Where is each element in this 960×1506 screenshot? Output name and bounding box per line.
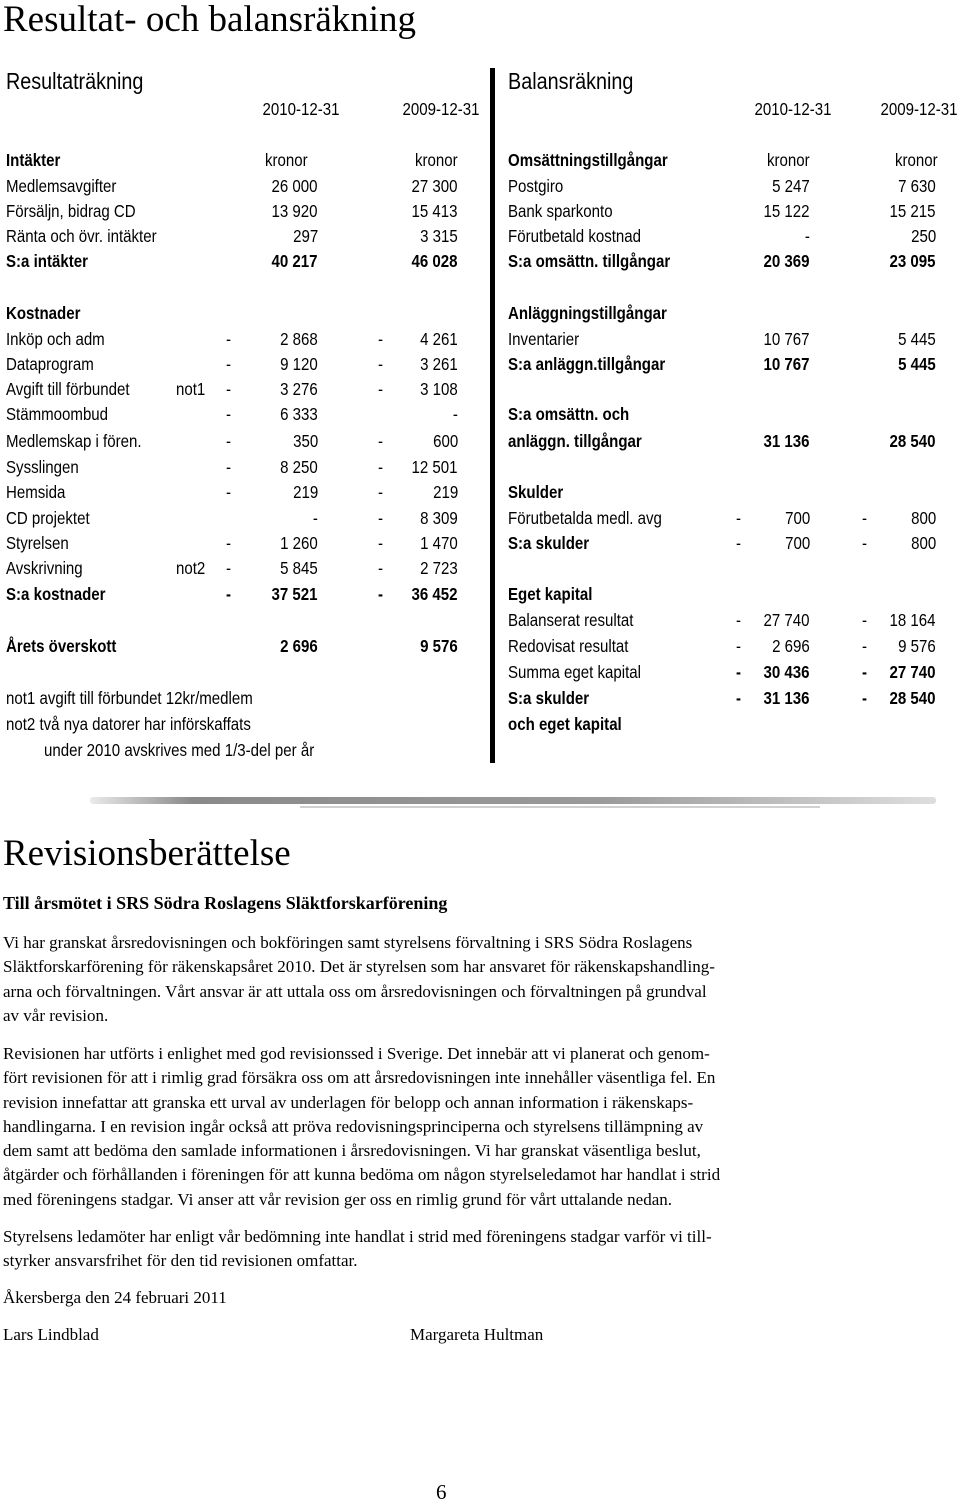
grand-total-label-1: S:a skulder (508, 688, 590, 708)
equity-heading: Eget kapital (508, 584, 593, 604)
cost-row-sign-2009: - (378, 379, 384, 399)
place-and-date: Åkersberga den 24 februari 2011 (3, 1288, 227, 1307)
current-sum-2009: 23 095 (889, 251, 936, 271)
income-date-2010: 2010-12-31 (263, 99, 340, 119)
paragraph-line: åtgärder och förhållanden i föreningen för att kunna bedöma om någon styrelseledamot har handlat i strid (3, 1165, 721, 1185)
costs-sum-sign-2010: - (226, 584, 232, 604)
current-sum-label: S:a omsättn. tillgångar (508, 251, 671, 271)
asset-row-label: Förutbetald kostnad (508, 226, 642, 246)
asset-row-2009: 15 215 (889, 201, 936, 221)
equity-sum-2009: 27 740 (889, 662, 936, 682)
paragraph-line: med föreningens stadgar. Vi anser att vår revision ger oss en rimlig grund för vårt uttalande nedan. (3, 1189, 673, 1209)
cost-row-sign-2010: - (226, 558, 232, 578)
cost-row-sign-2009: - (378, 329, 384, 349)
cost-row-2010: 6 333 (280, 404, 318, 424)
cost-row-sign-2010: - (226, 533, 232, 553)
costs-sum-2009: 36 452 (411, 584, 458, 604)
cost-row-2009: - (452, 404, 458, 424)
cost-row-sign-2010: - (226, 457, 232, 477)
asset-row-2009: 7 630 (898, 176, 936, 196)
cost-row-label: Medlemskap i fören. (6, 431, 142, 451)
income-sum-2009: 46 028 (411, 251, 458, 271)
paragraph-line: handlingarna. I en revision ingår också att pröva redovisningsprinciperna och styrelsens tillämpning av (3, 1116, 704, 1136)
audit-paragraph-1 (3, 931, 903, 1028)
equity-row-sign-2009: - (862, 636, 868, 656)
audit-paragraph-3 (3, 1225, 903, 1274)
total-assets-2009: 28 540 (889, 431, 936, 451)
cost-row-note: not1 (176, 379, 206, 399)
cost-row-label: Stämmoombud (6, 404, 109, 424)
debts-sum-label: S:a skulder (508, 533, 590, 553)
cost-row-2009: 1 470 (420, 533, 458, 553)
cost-row-sign-2010: - (226, 329, 232, 349)
balance-date-2010: 2010-12-31 (755, 99, 832, 119)
equity-sum-sign-2010: - (736, 662, 742, 682)
equity-sum-label: Summa eget kapital (508, 662, 642, 682)
paragraph-line: dem samt att bedöma den samlade informationen i årsredovisningen. Vi har granskat väsentliga beslut, (3, 1141, 701, 1161)
cost-row-2010: 1 260 (280, 533, 318, 553)
total-assets-2010: 31 136 (763, 431, 810, 451)
asset-row-2010: - (804, 226, 810, 246)
equity-row-sign-2010: - (736, 610, 742, 630)
costs-heading: Kostnader (6, 303, 81, 323)
asset-row-label: Postgiro (508, 176, 564, 196)
costs-sum-label: S:a kostnader (6, 584, 106, 604)
balance-date-2009: 2009-12-31 (881, 99, 958, 119)
balance-sheet-heading: Balansräkning (508, 68, 634, 94)
income-sum-2010: 40 217 (271, 251, 318, 271)
signer-1: Lars Lindblad (3, 1325, 99, 1344)
cost-row-2010: 9 120 (280, 354, 318, 374)
paragraph-line: av vår revision. (3, 1005, 109, 1025)
cost-row-2010: 350 (292, 431, 318, 451)
fixed-row-label: Inventarier (508, 329, 580, 349)
cost-row-sign-2009: - (378, 508, 384, 528)
income-row-label: Medlemsavgifter (6, 176, 117, 196)
paragraph-line: styrker ansvarsfrihet för den tid revisionen omfattar. (3, 1251, 358, 1271)
cost-row-2009: 3 108 (420, 379, 458, 399)
debts-sum-2009: 800 (910, 533, 936, 553)
debt-row-2009: 800 (910, 508, 936, 528)
cost-row-note: not2 (176, 558, 206, 578)
fixed-sum-2009: 5 445 (898, 354, 936, 374)
cost-row-2010: - (312, 508, 318, 528)
paragraph-line: Styrelsens ledamöter har enligt vår bedömning inte handlat i strid med föreningens stadgar varför vi till- (3, 1227, 712, 1246)
cost-row-sign-2009: - (378, 533, 384, 553)
debt-row-2010: 700 (784, 508, 810, 528)
cost-row-label: Sysslingen (6, 457, 79, 477)
debt-row-label: Förutbetalda medl. avg (508, 508, 662, 528)
result-2010: 2 696 (280, 636, 318, 656)
income-head-label: Intäkter (6, 150, 61, 170)
asset-row-2010: 15 122 (763, 201, 810, 221)
fixed-sum-label: S:a anläggn.tillgångar (508, 354, 666, 374)
debts-sum-2010: 700 (784, 533, 810, 553)
cost-row-sign-2009: - (378, 482, 384, 502)
grand-total-label-2: och eget kapital (508, 714, 622, 734)
income-sum-label: S:a intäkter (6, 251, 88, 271)
cost-row-2009: 12 501 (411, 457, 458, 477)
cost-row-label: CD projektet (6, 508, 90, 528)
audit-report-subtitle: Till årsmötet i SRS Södra Roslagens Släktforskarförening (3, 893, 448, 913)
debts-sum-sign-2009: - (862, 533, 868, 553)
signer-2: Margareta Hultman (410, 1325, 544, 1344)
equity-row-label: Balanserat resultat (508, 610, 634, 630)
income-head-currency-2009: kronor (415, 150, 458, 170)
grand-total-sign-2010: - (736, 688, 742, 708)
cost-row-label: Hemsida (6, 482, 66, 502)
section-divider (90, 797, 936, 804)
paragraph-line: Vi har granskat årsredovisningen och bokföringen samt styrelsens förvaltning i SRS Södra Roslagens (3, 933, 693, 952)
debt-row-sign-2010: - (736, 508, 742, 528)
cost-row-sign-2009: - (378, 457, 384, 477)
current-head-currency-2009: kronor (895, 150, 938, 170)
cost-row-2010: 5 845 (280, 558, 318, 578)
income-row-label: Försäljn, bidrag CD (6, 201, 136, 221)
cost-row-2009: 3 261 (420, 354, 458, 374)
income-row-label: Ränta och övr. intäkter (6, 226, 157, 246)
income-row-2010: 297 (292, 226, 318, 246)
fixed-sum-2010: 10 767 (763, 354, 810, 374)
income-date-2009: 2009-12-31 (403, 99, 480, 119)
fixed-row-2010: 10 767 (763, 329, 810, 349)
fixed-row-2009: 5 445 (898, 329, 936, 349)
audit-report-title: Revisionsberättelse (3, 833, 291, 874)
cost-row-sign-2010: - (226, 482, 232, 502)
grand-total-2010: 31 136 (763, 688, 810, 708)
asset-row-2010: 5 247 (772, 176, 810, 196)
income-head-currency-2010: kronor (265, 150, 308, 170)
equity-row-2010: 27 740 (763, 610, 810, 630)
cost-row-2009: 8 309 (420, 508, 458, 528)
note-2: not2 två nya datorer har införskaffats (6, 714, 251, 734)
current-sum-2010: 20 369 (763, 251, 810, 271)
debt-row-sign-2009: - (862, 508, 868, 528)
cost-row-2010: 3 276 (280, 379, 318, 399)
paragraph-line: Revisionen har utförts i enlighet med god revisionssed i Sverige. Det innebär att vi planerat och genom- (3, 1044, 710, 1063)
income-row-2009: 15 413 (411, 201, 458, 221)
total-assets-label-2: anläggn. tillgångar (508, 431, 642, 451)
cost-row-2009: 219 (432, 482, 458, 502)
result-label: Årets överskott (6, 636, 117, 656)
cost-row-label: Dataprogram (6, 354, 94, 374)
grand-total-sign-2009: - (862, 688, 868, 708)
income-row-2010: 13 920 (271, 201, 318, 221)
cost-row-2010: 2 868 (280, 329, 318, 349)
paragraph-line: fört revisionen för att i rimlig grad försäkra oss om att årsredovisningen inte innehåller väsentliga fel. En (3, 1068, 716, 1088)
fixed-assets-heading: Anläggningstillgångar (508, 303, 667, 323)
asset-row-label: Bank sparkonto (508, 201, 613, 221)
asset-row-2009: 250 (910, 226, 936, 246)
cost-row-sign-2010: - (226, 379, 232, 399)
column-divider (490, 68, 495, 763)
section-divider-shadow (300, 806, 820, 808)
cost-row-sign-2009: - (378, 431, 384, 451)
equity-row-sign-2009: - (862, 610, 868, 630)
cost-row-2009: 4 261 (420, 329, 458, 349)
cost-row-label: Avgift till förbundet (6, 379, 130, 399)
income-row-2010: 26 000 (271, 176, 318, 196)
cost-row-2010: 219 (292, 482, 318, 502)
paragraph-line: revision innefattar att granska ett urval av underlagen för belopp och annan information i räkenskaps- (3, 1092, 694, 1112)
paragraph-line: arna och förvaltningen. Vårt ansvar är att uttala oss om årsredovisningen och förvaltningen på grundval (3, 981, 707, 1001)
cost-row-label: Styrelsen (6, 533, 69, 553)
cost-row-sign-2009: - (378, 558, 384, 578)
equity-row-label: Redovisat resultat (508, 636, 629, 656)
equity-sum-sign-2009: - (862, 662, 868, 682)
cost-row-sign-2009: - (378, 354, 384, 374)
cost-row-2009: 2 723 (420, 558, 458, 578)
equity-row-2010: 2 696 (772, 636, 810, 656)
grand-total-2009: 28 540 (889, 688, 936, 708)
cost-row-sign-2010: - (226, 431, 232, 451)
current-assets-heading: Omsättningstillgångar (508, 150, 668, 170)
cost-row-label: Avskrivning (6, 558, 83, 578)
paragraph-line: Släktforskarförening för räkenskapsåret 2010. Det är styrelsen som har ansvaret för räkenskapshandling- (3, 957, 715, 977)
current-head-currency-2010: kronor (767, 150, 810, 170)
equity-row-2009: 9 576 (898, 636, 936, 656)
cost-row-sign-2010: - (226, 354, 232, 374)
income-row-2009: 27 300 (411, 176, 458, 196)
cost-row-2009: 600 (432, 431, 458, 451)
result-2009: 9 576 (420, 636, 458, 656)
cost-row-sign-2010: - (226, 404, 232, 424)
note-1: not1 avgift till förbundet 12kr/medlem (6, 688, 253, 708)
equity-row-2009: 18 164 (889, 610, 936, 630)
debts-sum-sign-2010: - (736, 533, 742, 553)
note-2-continued: under 2010 avskrives med 1/3-del per år (44, 740, 315, 760)
costs-sum-sign-2009: - (378, 584, 384, 604)
page-number: 6 (436, 1480, 447, 1504)
total-assets-label-1: S:a omsättn. och (508, 404, 630, 424)
equity-sum-2010: 30 436 (763, 662, 810, 682)
costs-sum-2010: 37 521 (271, 584, 318, 604)
cost-row-2010: 8 250 (280, 457, 318, 477)
debts-heading: Skulder (508, 482, 564, 502)
income-row-2009: 3 315 (420, 226, 458, 246)
cost-row-label: Inköp och adm (6, 329, 105, 349)
income-statement-heading: Resultaträkning (6, 68, 144, 94)
audit-paragraph-2 (3, 1042, 903, 1212)
equity-row-sign-2010: - (736, 636, 742, 656)
page-title: Resultat- och balansräkning (3, 0, 417, 40)
